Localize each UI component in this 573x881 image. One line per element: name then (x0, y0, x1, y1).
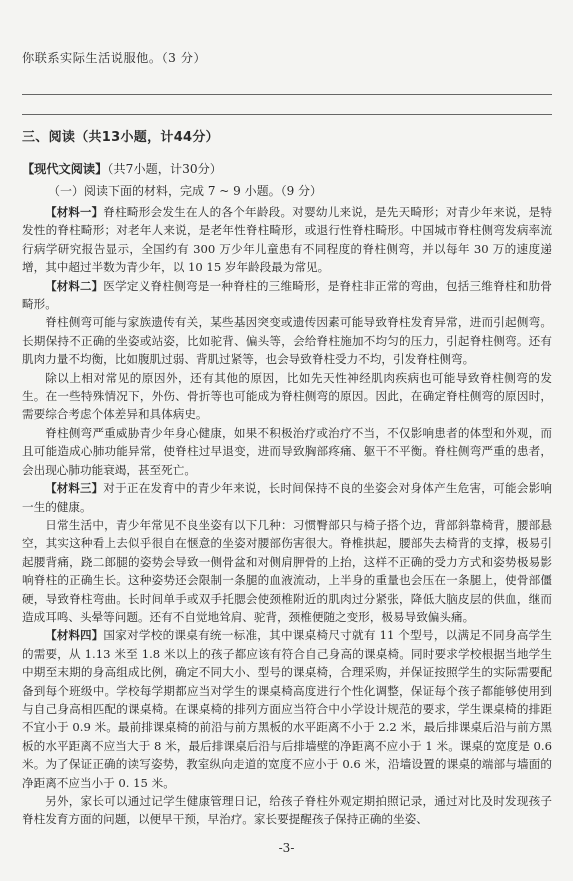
paragraph (22, 313, 552, 368)
paragraph (22, 626, 552, 792)
passage-body (22, 203, 552, 829)
answer-line (22, 114, 552, 115)
subsection-label: 【现代文阅读】 (22, 162, 108, 176)
subsection-note: （共7小题，计30分） (107, 162, 222, 176)
page-number: -3- (278, 841, 295, 855)
subsection-heading (22, 160, 222, 177)
paragraph (22, 203, 552, 277)
material-label: 【材料四】 (45, 628, 104, 643)
paragraph-text: 对于正在发育中的青少年来说，长时间保持不良的坐姿会对身体产生危害，可能会影响一生的健康。 (22, 481, 552, 514)
paragraph-text: 日常生活中，青少年常见不良坐姿有以下几种：习惯臀部只与椅子搭个边，背部斜靠椅背，腰部悬空，其实这种看上去似乎很自在惬意的坐姿对腰部伤害很大。脊椎拱起，腰部失去椅背的支撑，极易引起腰背痛，跷二郎腿的姿势会导致一侧骨盆和对侧肩胛骨的上抬，这样不正确的受力方式和姿势极易影响脊柱的正确生长。这种姿势还会限制一条腿的血液流动，上半身的重量也会压在一条腿上，使骨部僵硬，导致脊柱弯曲。长时间单手或双手托腮会使颈椎附近的肌肉过分紧张，降低大脑皮层的供血，继而造成耳鸣、头晕等问题。还有不自觉地耸肩、驼背，颈椎便随之变形，极易导致偏头痛。 (22, 517, 552, 624)
paragraph-text: 医学定义脊柱侧弯是一种脊柱的三维畸形，是脊柱非正常的弯曲，包括三维脊柱和肋骨畸形。 (22, 278, 552, 312)
answer-line (22, 94, 552, 95)
section-title: 三、阅读（共13小题，计44分） (22, 130, 219, 145)
paragraph (22, 792, 552, 829)
question-tail-text: 你联系实际生活说服他。（3 分） (22, 51, 207, 65)
material-label: 【材料一】 (45, 205, 104, 219)
paragraph-text: 除以上相对常见的原因外，还有其他的原因，比如先天性神经肌肉疾病也可能导致脊柱侧弯的发生。在一些特殊情况下，外伤、骨折等也可能成为脊柱侧弯的原因。因此，在确定脊柱侧弯的原因时，需要综合考虑个体差异和具体病史。 (22, 370, 552, 422)
paragraph (22, 424, 552, 479)
paragraph-text: 脊柱侧弯严重威胁青少年身心健康，如果不积极治疗或治疗不当，不仅影响患者的体型和外观，而且可能造成心肺功能异常，使脊柱过早退变，进而导致胸部疼痛、躯干不平衡。脊柱侧弯严重的患者，会出现心肺功能衰竭，甚至死亡。 (22, 425, 552, 477)
material-label: 【材料二】 (45, 278, 104, 293)
paragraph-text: 另外，家长可以通过记学生健康管理日记，给孩子脊柱外观定期拍照记录，通过对比及时发现孩子脊柱发育方面的问题，以便早干预，早治疗。家长要提醒孩子保持正确的坐姿、 (22, 794, 552, 827)
paragraph (22, 479, 552, 516)
paragraph-text: 脊柱畸形会发生在人的各个年龄段。对婴幼儿来说，是先天畸形；对青少年来说，是特发性的脊柱畸形；对老年人来说，是老年性脊柱畸形，或退行性脊柱畸形。中国城市脊柱侧弯发病率流行病学研究报告显示，全国约有 300 万少年儿童患有不同程度的脊柱侧弯，并以每年 30 万的速度递增，其中超过半数为青少年，以 10 15 岁年龄段最为常见。 (22, 205, 552, 275)
paragraph (22, 277, 552, 314)
paragraph (22, 516, 552, 626)
paragraph-text: 国家对学校的课桌有统一标准，其中课桌椅尺寸就有 11 个型号，以满足不同身高学生的需要，从 1.13 米至 1.8 米以上的孩子都应该有符合自己身高的课桌椅。同时要求学校根据当地学生中期至末期的身高组成比例，确定不同大小、型号的课桌椅，合理采购，并保证按照学生的实际需要配备到每个班级中。学校每学期都应当对学生的课桌椅高度进行个性化调整，保证每个孩子都能够使用到与自己身高相匹配的课桌椅。在课桌椅的排列方面应当符合中小学设计规范的要求，学生课桌椅的排距不宜小于 0.9 米。最前排课桌椅的前沿与前方黑板的水平距离不小于 2.2 米，最后排课桌后沿与前方黑板的水平距离不应当大于 8 米，最后排课桌后沿与后排墙壁的净距离不应小于 1 米。课桌的宽度是 0.6 米。为了保证正确的读写姿势，教室纵向走道的宽度不应小于 0.6 米，沿墙设置的课桌的端部与墙面的净距离不应当小于 0. 15 米。 (22, 628, 552, 790)
paragraph (22, 369, 552, 424)
passage-instruction: （一）阅读下面的材料，完成 7 ~ 9 小题。（9 分） (48, 184, 323, 198)
paragraph-text: 脊柱侧弯可能与家族遗传有关，某些基因突变或遗传因素可能导致脊柱发育异常，进而引起侧弯。长期保持不正确的坐姿或站姿，比如驼背、偏头等，会给脊柱施加不均匀的压力，引起脊柱侧弯。还有肌肉力量不均衡，比如腹肌过弱、背肌过紧等，也会导致脊柱受力不均，引发脊柱侧弯。 (22, 315, 552, 367)
material-label: 【材料三】 (45, 481, 104, 496)
